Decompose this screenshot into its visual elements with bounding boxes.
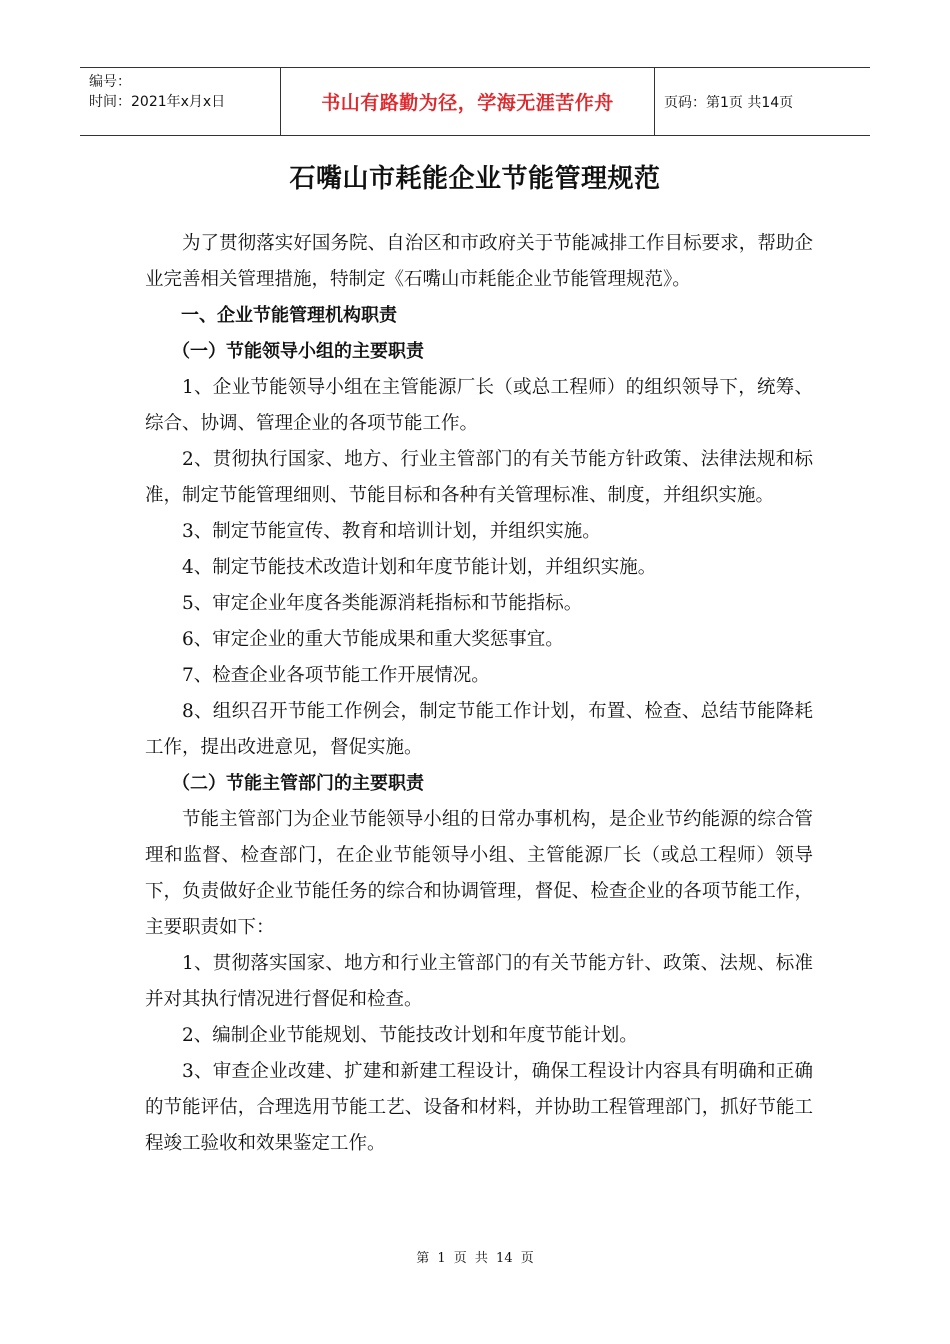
section-heading: 一、企业节能管理机构职责 [181,305,397,326]
body-paragraph: 3、制定节能宣传、教育和培训计划，并组织实施。 [182,521,601,542]
document-title: 石嘴山市耗能企业节能管理规范 [289,164,661,194]
body-paragraph: 7、检查企业各项节能工作开展情况。 [182,665,490,686]
body-paragraph: 6、审定企业的重大节能成果和重大奖惩事宜。 [182,629,564,650]
page-footer: 第 1 页 共 14 页 [416,1251,534,1266]
body-paragraph: 2、编制企业节能规划、节能技改计划和年度节能计划。 [182,1025,638,1046]
header-motto-cell [281,68,655,135]
body-paragraph: 8、组织召开节能工作例会，制定节能工作计划，布置、检查、总结节能降耗工作，提出改进意见，督促实施。 [145,701,813,758]
body-paragraph: 5、审定企业年度各类能源消耗指标和节能指标。 [182,593,583,614]
body-paragraph: 节能主管部门为企业节能领导小组的日常办事机构，是企业节约能源的综合管理和监督、检查部门，在企业节能领导小组、主管能源厂长（或总工程师）领导下，负责做好企业节能任务的综合和协调管理，督促、检查企业的各项节能工作，主要职责如下： [145,809,813,938]
header-page-cell [655,68,870,135]
body-paragraph: 4、制定节能技术改造计划和年度节能计划，并组织实施。 [182,557,657,578]
body-paragraph: 为了贯彻落实好国务院、自治区和市政府关于节能减排工作目标要求，帮助企业完善相关管理措施，特制定《石嘴山市耗能企业节能管理规范》。 [145,233,813,290]
motto-text: 书山有路勤为径，学海无涯苦作舟 [321,92,614,114]
body-paragraph: 3、审查企业改建、扩建和新建工程设计，确保工程设计内容具有明确和正确的节能评估，合理选用节能工艺、设备和材料，并协助工程管理部门，抓好节能工程竣工验收和效果鉴定工作。 [145,1061,813,1154]
header-meta-cell [80,68,281,135]
body-paragraph: 2、贯彻执行国家、地方、行业主管部门的有关节能方针政策、法律法规和标准，制定节能管理细则、节能目标和各种有关管理标准、制度，并组织实施。 [145,449,813,506]
document-number-label: 编号： [89,74,131,90]
document-time-label: 时间：2021年x月x日 [89,94,226,110]
subsection-heading: （一）节能领导小组的主要职责 [172,341,424,362]
body-paragraph: 1、贯彻落实国家、地方和行业主管部门的有关节能方针、政策、法规、标准并对其执行情况进行督促和检查。 [145,953,813,1010]
body-paragraph: 1、企业节能领导小组在主管能源厂长（或总工程师）的组织领导下，统筹、综合、协调、管理企业的各项节能工作。 [145,377,813,434]
document-body [145,226,813,1162]
subsection-heading: （二）节能主管部门的主要职责 [172,773,424,794]
header-page-info: 页码：第1页 共14页 [664,94,794,111]
page-header [80,67,870,136]
